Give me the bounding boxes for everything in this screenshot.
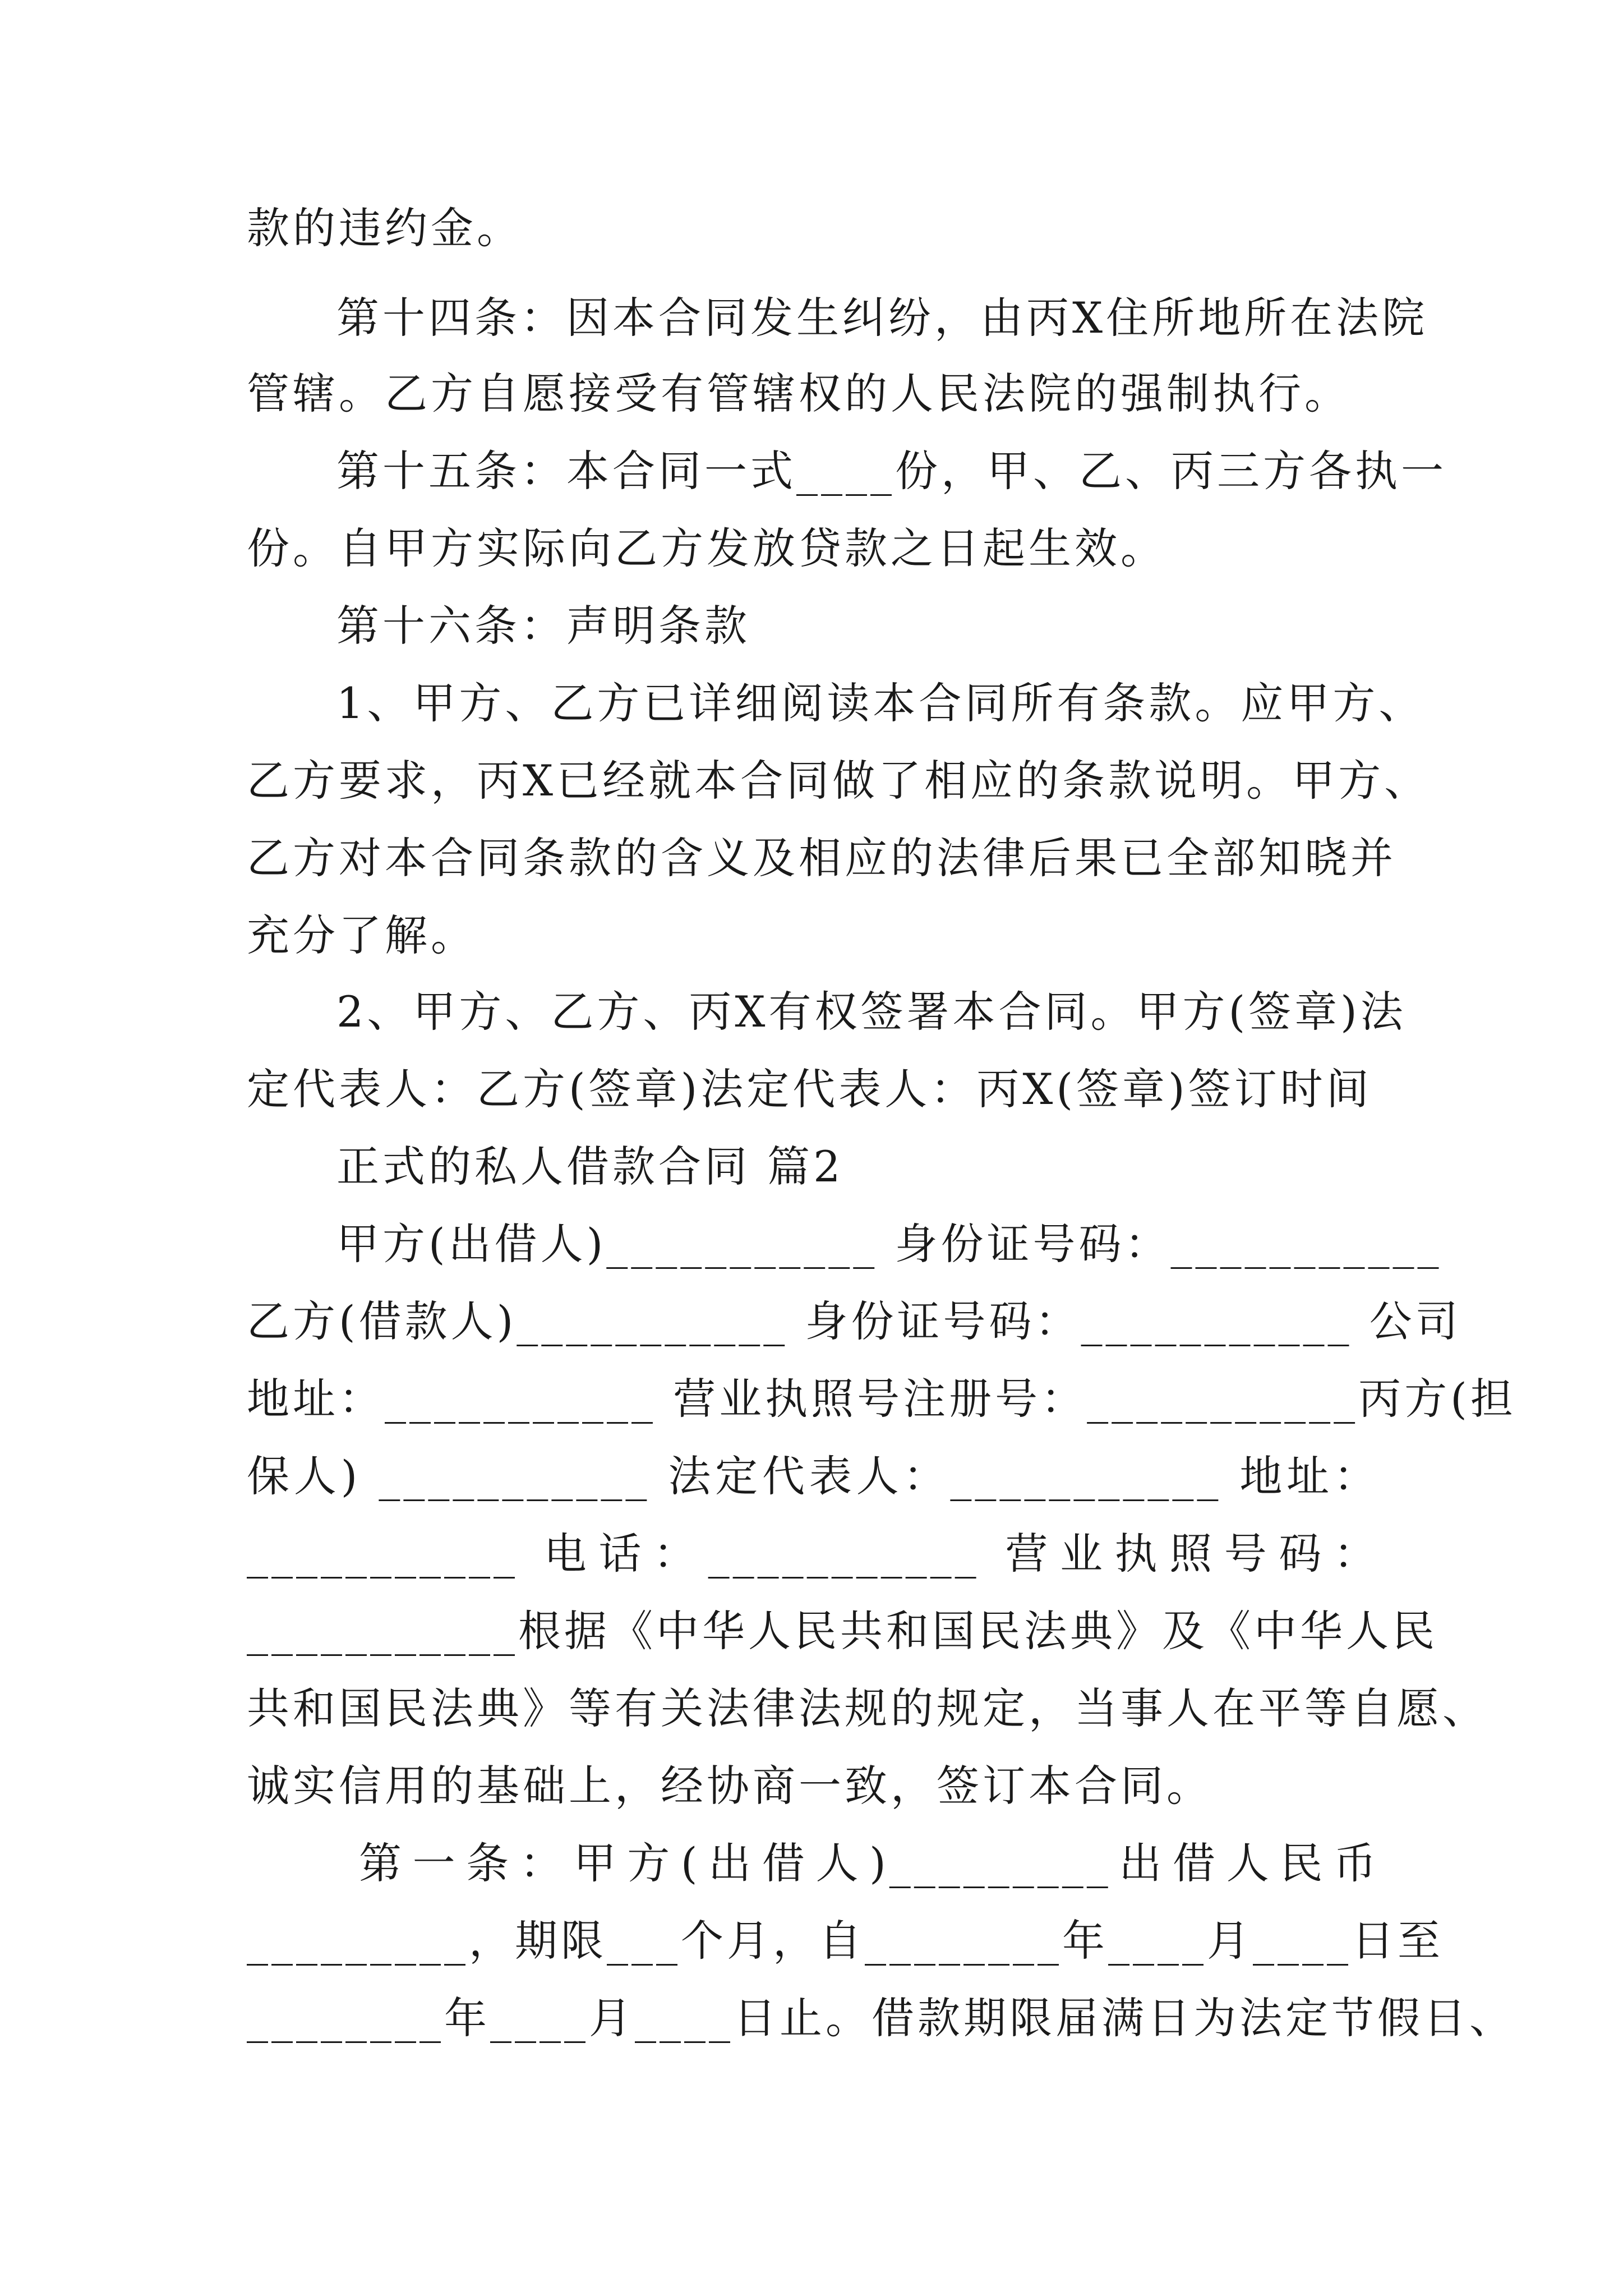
text-line: 第一条：甲方(出借人)_________出借人民币 (359, 1838, 1380, 1888)
text-line: 2、甲方、乙方、丙X有权签署本合同。甲方(签章)法 (336, 987, 1407, 1037)
text-line: 管辖。乙方自愿接受有管辖权的人民法院的强制执行。 (247, 369, 1350, 418)
text-line: 共和国民法典》等有关法律法规的规定，当事人在平等自愿、 (247, 1683, 1488, 1733)
text-line: 乙方对本合同条款的含义及相应的法律后果已全部知晓并 (247, 833, 1396, 883)
text-line: 定代表人：乙方(签章)法定代表人：丙X(签章)签订时间 (247, 1064, 1372, 1114)
text-line: 第十五条：本合同一式____份，甲、乙、丙三方各执一 (336, 446, 1447, 496)
text-line: 乙方(借款人)___________ 身份证号码：___________ 公司 (247, 1296, 1461, 1346)
text-line: ________年____月____日止。借款期限届满日为法定节假日、 (247, 1993, 1515, 2043)
text-line: 诚实信用的基础上，经协商一致，签订本合同。 (247, 1761, 1212, 1811)
section-heading: 第十六条：声明条款 (336, 601, 750, 651)
text-line: 保人) ___________ 法定代表人：___________ 地址： (247, 1451, 1380, 1501)
text-line: 1、甲方、乙方已详细阅读本合同所有条款。应甲方、 (336, 678, 1425, 728)
text-line: 第十四条：因本合同发生纠纷，由丙X住所地所在法院 (336, 293, 1428, 343)
text-line: ___________根据《中华人民共和国民法典》及《中华人民 (247, 1606, 1438, 1656)
text-line: 甲方(出借人)___________ 身份证号码：___________ (336, 1219, 1442, 1269)
text-line: 充分了解。 (247, 910, 477, 960)
document-subtitle: 正式的私人借款合同 篇2 (336, 1142, 844, 1191)
text-line: _________，期限___个月，自________年____月____日至 (247, 1916, 1444, 1966)
text-line: ___________ 电话：___________ 营业执照号码： (247, 1529, 1380, 1579)
text-line: 份。自甲方实际向乙方发放贷款之日起生效。 (247, 523, 1166, 573)
text-line: 乙方要求，丙X已经就本合同做了相应的条款说明。甲方、 (247, 756, 1431, 806)
text-line: 款的违约金。 (247, 203, 523, 253)
text-line: 地址：___________ 营业执照号注册号：___________丙方(担 (247, 1374, 1516, 1424)
